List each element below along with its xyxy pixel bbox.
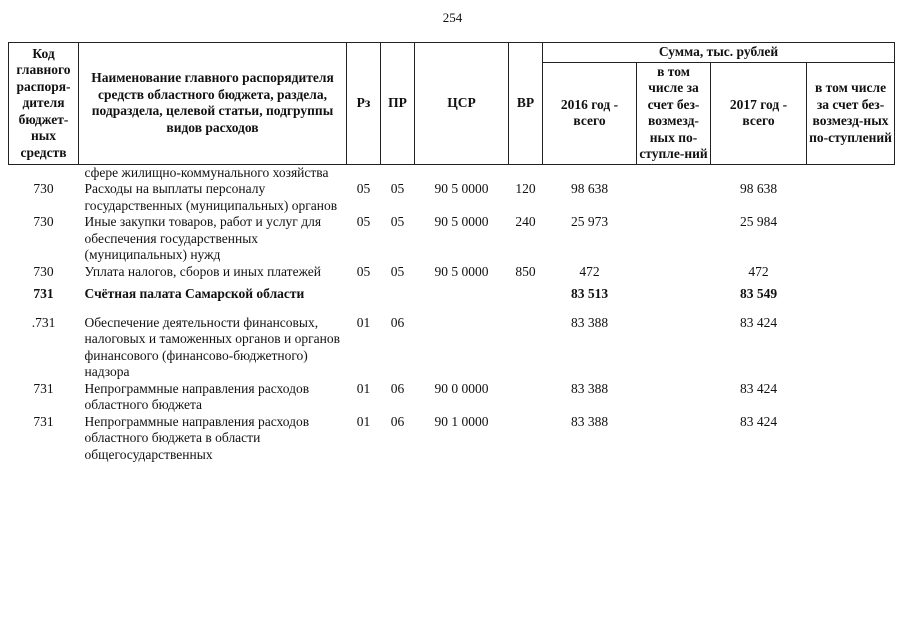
header-sum-group: Сумма, тыс. рублей [543, 43, 895, 63]
cell-2017-free [807, 280, 895, 303]
cell-code: 731 [33, 286, 54, 301]
cell-2016-total [543, 164, 637, 181]
cell-pr [381, 164, 415, 181]
cell-pr: 06 [390, 380, 405, 396]
cell-code: 731 [33, 413, 54, 429]
header-name: Наименование главного распорядителя средств областного бюджета, раздела, подраздела, целевой статьи, подгруппы видов расходов [79, 43, 347, 165]
cell-csr [415, 280, 509, 303]
header-pr: ПР [381, 43, 415, 165]
header-code: Код главного распоря-дителя бюджет-ных средств [9, 43, 79, 165]
cell-2016-free [637, 264, 711, 281]
cell-name: Уплата налогов, сборов и иных платежей [84, 263, 321, 279]
cell-pr [381, 280, 415, 303]
cell-rz [347, 280, 381, 303]
cell-2016-total: 83 388 [570, 380, 609, 396]
table-row [9, 181, 895, 214]
header-rz: Рз [347, 43, 381, 165]
cell-pr: 05 [390, 214, 405, 229]
cell-vr [509, 381, 543, 414]
table-row [9, 414, 895, 464]
table-body [9, 164, 895, 463]
table-row [9, 264, 895, 281]
cell-name: Непрограммные направления расходов областного бюджета в области общегосударственных [84, 413, 310, 462]
cell-2016-total: 83 388 [570, 413, 609, 429]
cell-2016-total: 25 973 [570, 214, 609, 229]
cell-csr [415, 164, 509, 181]
cell-code: 730 [33, 214, 54, 229]
table-header [9, 43, 895, 165]
cell-name: Иные закупки товаров, работ и услуг для обеспечения государственных (муниципальных) нужд [84, 214, 322, 262]
cell-2017-free [807, 381, 895, 414]
table-row [9, 164, 895, 181]
header-vr: ВР [509, 43, 543, 165]
cell-2016-total: 83 513 [570, 286, 609, 301]
cell-vr: 240 [515, 214, 536, 229]
cell-2017-total: 472 [748, 263, 769, 279]
cell-2016-free [637, 214, 711, 264]
header-2016-total: 2016 год - всего [543, 62, 637, 164]
cell-2017-free [807, 264, 895, 281]
cell-code [9, 164, 79, 181]
header-2017-free: в том числе за счет без-возмезд-ных по-ступлений [807, 62, 895, 164]
header-2017-total: 2017 год - всего [711, 62, 807, 164]
cell-2017-free [807, 414, 895, 464]
cell-csr: 90 5 0000 [434, 181, 489, 196]
cell-2017-free [807, 214, 895, 264]
cell-2017-free [807, 303, 895, 381]
cell-2017-free [807, 181, 895, 214]
header-2016-free: в том числе за счет без-возмезд-ных по-ступле-ний [637, 62, 711, 164]
cell-2017-total: 98 638 [739, 181, 778, 196]
cell-2016-total: 98 638 [570, 181, 609, 196]
cell-2017-total [711, 164, 807, 181]
cell-2016-free [637, 414, 711, 464]
cell-rz: 05 [356, 263, 371, 279]
cell-code: 730 [33, 263, 54, 279]
cell-2017-total: 83 424 [739, 380, 778, 396]
cell-rz: 05 [356, 181, 371, 196]
cell-rz: 01 [356, 380, 371, 396]
cell-vr: 120 [515, 181, 536, 196]
cell-name: сфере жилищно-коммунального хозяйства [84, 164, 329, 180]
cell-vr [509, 303, 543, 381]
budget-table [8, 42, 895, 463]
cell-rz: 01 [356, 314, 371, 330]
cell-2016-free [637, 303, 711, 381]
cell-rz [347, 164, 381, 181]
cell-vr [509, 164, 543, 181]
cell-vr [509, 280, 543, 303]
cell-name: Обеспечение деятельности финансовых, налоговых и таможенных органов и органов финансового (финансово-бюджетного) надзора [84, 314, 340, 379]
cell-2016-free [637, 280, 711, 303]
cell-rz: 01 [356, 413, 371, 429]
cell-2017-total: 83 424 [739, 413, 778, 429]
table-row [9, 214, 895, 264]
cell-name: Расходы на выплаты персоналу государственных (муниципальных) органов [84, 181, 338, 213]
cell-pr: 06 [390, 314, 405, 330]
table-row [9, 280, 895, 303]
cell-pr: 05 [390, 263, 405, 279]
cell-code: .731 [31, 314, 56, 330]
cell-2016-free [637, 181, 711, 214]
cell-2016-free [637, 381, 711, 414]
cell-csr: 90 5 0000 [434, 263, 489, 279]
header-csr: ЦСР [415, 43, 509, 165]
cell-2016-free [637, 164, 711, 181]
cell-2017-total: 83 549 [739, 286, 778, 301]
cell-pr: 06 [390, 413, 405, 429]
cell-2016-total: 83 388 [570, 314, 609, 330]
cell-csr: 90 0 0000 [434, 380, 489, 396]
cell-rz: 05 [356, 214, 371, 229]
table-row [9, 381, 895, 414]
cell-name: Счётная палата Самарской области [84, 286, 305, 301]
cell-2017-total: 83 424 [739, 314, 778, 330]
cell-pr: 05 [390, 181, 405, 196]
cell-2017-total: 25 984 [739, 214, 778, 229]
cell-csr [415, 303, 509, 381]
cell-vr: 850 [515, 263, 536, 279]
table-row [9, 303, 895, 381]
cell-vr [509, 414, 543, 464]
cell-csr: 90 5 0000 [434, 214, 489, 229]
cell-code: 730 [33, 181, 54, 196]
cell-name: Непрограммные направления расходов областного бюджета [84, 380, 310, 412]
cell-code: 731 [33, 380, 54, 396]
cell-csr: 90 1 0000 [434, 413, 489, 429]
cell-2017-free [807, 164, 895, 181]
page-number: 254 [442, 10, 463, 25]
cell-2016-total: 472 [579, 263, 600, 279]
